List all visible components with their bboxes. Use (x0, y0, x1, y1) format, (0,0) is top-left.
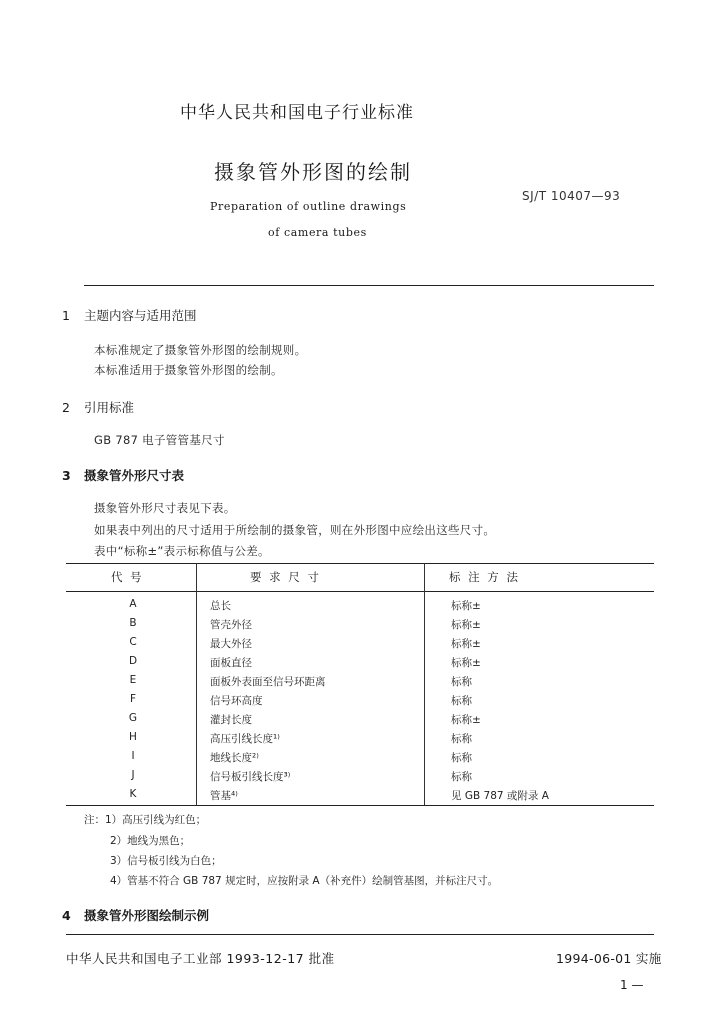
row-requirement: 高压引线长度¹⁾ (210, 733, 280, 745)
table-header-method: 标 注 方 法 (449, 570, 520, 584)
section-number: 2 (62, 400, 70, 415)
row-requirement: 面板外表面至信号环距离 (210, 676, 326, 688)
effective-date: 1994-06-01 实施 (556, 951, 662, 966)
table-header-requirement: 要 求 尺 寸 (250, 570, 321, 584)
header-divider (84, 285, 654, 286)
row-code: G (128, 712, 138, 724)
section-title: 主题内容与适用范围 (84, 308, 197, 323)
english-title-line-1: Preparation of outline drawings (210, 200, 407, 213)
row-code: E (129, 674, 137, 686)
paragraph: 本标准适用于摄象管外形图的绘制。 (94, 363, 283, 377)
standard-number: SJ/T 10407—93 (522, 189, 621, 203)
table-note: 3）信号板引线为白色； (110, 855, 222, 867)
table-note: 注：1）高压引线为红色； (84, 814, 207, 826)
table-top-rule (66, 563, 654, 564)
table-row (0, 655, 705, 671)
section-2-heading (62, 398, 134, 416)
table-row (0, 731, 705, 747)
english-title-line-2: of camera tubes (268, 226, 367, 239)
row-code: I (131, 750, 135, 762)
row-method: 标称± (451, 600, 481, 612)
row-code: A (129, 598, 137, 610)
table-row (0, 788, 705, 804)
footer-divider (66, 934, 654, 935)
row-method: 标称 (451, 752, 472, 764)
row-requirement: 灌封长度 (210, 714, 252, 726)
reference-standard: GB 787 电子管管基尺寸 (94, 433, 225, 447)
table-header-rule (66, 591, 654, 592)
row-method: 标称± (451, 638, 481, 650)
row-method: 标称 (451, 733, 472, 745)
row-method: 标称 (451, 695, 472, 707)
row-requirement: 地线长度²⁾ (210, 752, 259, 764)
row-requirement: 管基⁴⁾ (210, 790, 238, 802)
paragraph: 如果表中列出的尺寸适用于所绘制的摄象管，则在外形图中应绘出这些尺寸。 (94, 523, 496, 537)
row-requirement: 信号环高度 (210, 695, 263, 707)
row-method: 标称± (451, 657, 481, 669)
row-method: 标称± (451, 619, 481, 631)
row-requirement: 最大外径 (210, 638, 252, 650)
row-method: 标称± (451, 714, 481, 726)
row-code: K (129, 788, 137, 800)
row-code: C (129, 636, 137, 648)
row-method: 标称 (451, 771, 472, 783)
row-code: F (129, 693, 137, 705)
table-bottom-rule (66, 805, 654, 806)
table-note: 4）管基不符合 GB 787 规定时，应按附录 A（补充件）绘制管基图，并标注尺寸。 (110, 875, 499, 887)
row-code: J (131, 769, 135, 781)
section-title: 摄象管外形尺寸表 (84, 468, 185, 483)
section-1-heading (62, 306, 197, 324)
approval-line: 中华人民共和国电子工业部 1993-12-17 批准 (66, 951, 335, 966)
document-title: 摄象管外形图的绘制 (214, 160, 412, 184)
table-note: 2）地线为黑色； (110, 835, 191, 847)
table-header-code: 代 号 (111, 570, 144, 584)
table-row (0, 693, 705, 709)
section-number: 4 (62, 908, 71, 923)
section-title: 引用标准 (84, 400, 135, 415)
paragraph: 表中“标称±”表示标称值与公差。 (94, 544, 270, 558)
row-requirement: 总长 (210, 600, 231, 612)
table-row (0, 712, 705, 728)
table-row (0, 750, 705, 766)
table-row (0, 674, 705, 690)
paragraph: 本标准规定了摄象管外形图的绘制规则。 (94, 343, 307, 357)
table-row (0, 598, 705, 614)
standard-category: 中华人民共和国电子行业标准 (180, 103, 414, 123)
section-number: 3 (62, 468, 71, 483)
row-code: B (129, 617, 137, 629)
row-method: 见 GB 787 或附录 A (451, 790, 549, 802)
row-requirement: 信号板引线长度³⁾ (210, 771, 291, 783)
section-3-heading (62, 466, 184, 484)
row-requirement: 管壳外径 (210, 619, 252, 631)
row-code: D (128, 655, 138, 667)
row-code: H (129, 731, 137, 743)
page-number: 1 — (620, 978, 644, 992)
row-method: 标称 (451, 676, 472, 688)
paragraph: 摄象管外形尺寸表见下表。 (94, 501, 236, 515)
section-title: 摄象管外形图绘制示例 (84, 908, 210, 923)
row-requirement: 面板直径 (210, 657, 252, 669)
table-row (0, 636, 705, 652)
table-row (0, 769, 705, 785)
section-4-heading (62, 906, 209, 924)
table-row (0, 617, 705, 633)
section-number: 1 (62, 308, 70, 323)
